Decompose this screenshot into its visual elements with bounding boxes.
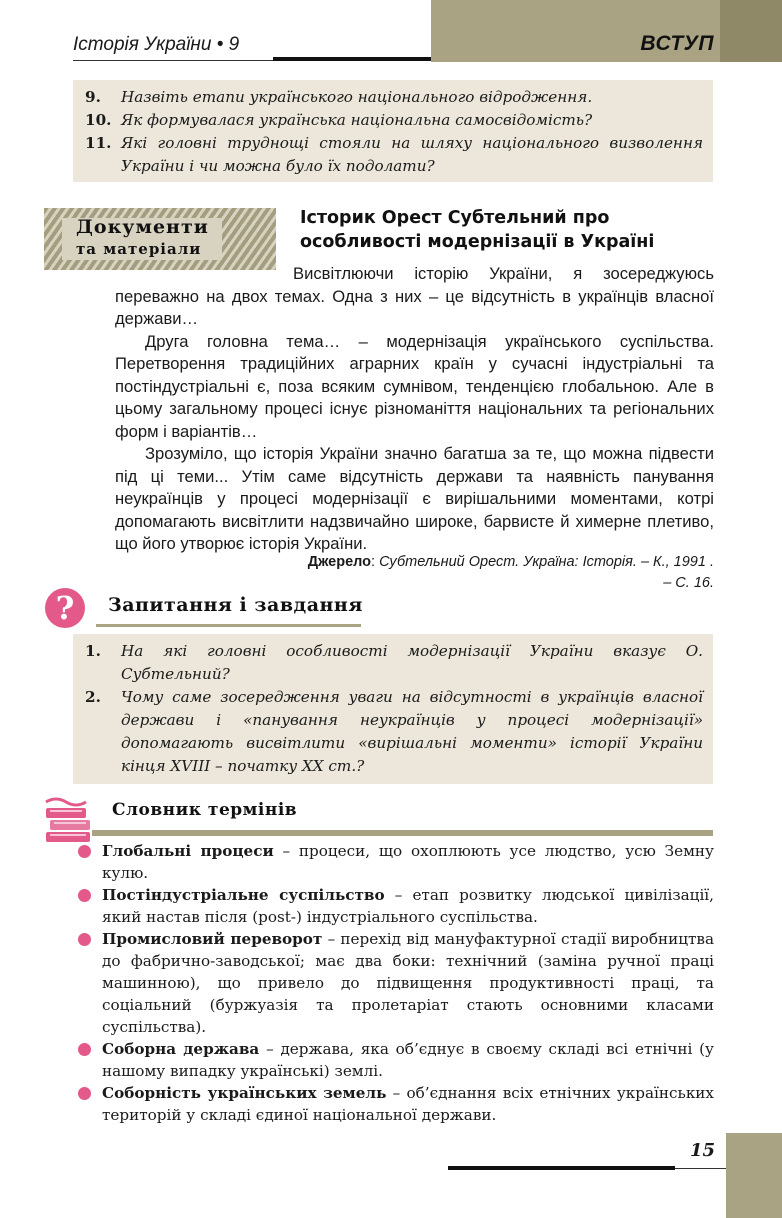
header-rule-thick [273, 57, 431, 61]
glossary-term: Постіндустріальне суспільство [102, 886, 385, 904]
task-number: 1. [85, 642, 101, 660]
section-title: ВСТУП [640, 32, 714, 55]
bullet-icon [78, 1043, 91, 1056]
document-source: Джерело: Субтельний Орест. Україна: Історія. – К., 1991 . – С. 16. [307, 554, 714, 591]
document-paragraph: Друга головна тема… – модернізація українського суспільства. Перетворення традиційних аграрних країн у сучасні індустріальні та постіндустріальні є, поза всяким сумнівом, тенденцією глобальною. Але в цьому загальному процесі існує різноманіття національних та регіональних форм і варіантів… [115, 331, 714, 441]
bullet-icon [78, 933, 91, 946]
source-citation: Субтельний Орест. Україна: Історія. – К., 1991 . – С. 16. [379, 554, 714, 591]
footer-rule [675, 1168, 726, 1169]
glossary-list [78, 840, 714, 1126]
page-tab [726, 1133, 782, 1218]
task-text: Чому саме зосередження уваги на відсутності в українців власної держави і «панування неукраїнців у процесі модернізації» допомагають висвітлити «вирішальні моменти» історії України кінця XVIII – початку XX ст.? [121, 688, 703, 775]
glossary-definition: – етап розвитку людської цивілізації, який настав після (post-) індустріального суспільства. [102, 886, 714, 926]
question-text: Як формувалася українська національна самосвідомість? [121, 111, 593, 129]
header-rule [73, 60, 273, 61]
glossary-term: Глобальні процеси [102, 842, 274, 860]
source-label: Джерело [307, 554, 372, 570]
glossary-heading: Словник термінів [112, 800, 298, 820]
bullet-icon [78, 1087, 91, 1100]
glossary-item [78, 840, 714, 884]
bullet-icon [78, 889, 91, 902]
tasks-box [73, 634, 713, 784]
glossary-term: Соборність українських земель [102, 1084, 387, 1102]
questions-heading-rule [96, 624, 361, 627]
question-item [85, 86, 713, 109]
glossary-definition: – держава, яка об’єднує в своєму складі всі етнічні (у нашому випадку українські) землі. [102, 1040, 714, 1080]
glossary-heading-rule [92, 830, 713, 836]
page-number: 15 [690, 1140, 716, 1161]
bullet-icon [78, 845, 91, 858]
task-item [85, 686, 713, 778]
document-paragraph: Зрозуміло, що історія України значно багатша за те, що можна підвести під ці теми... Утім саме відсутність держави та наявність панування неукраїнців у процесі модернізації є вирішальними моментами, котрі допомагають висвітлити надзвичайно широке, барвисте й химерне плетиво, що його утворює історія України. [115, 444, 714, 553]
question-item [85, 109, 713, 132]
glossary-term: Промисловий переворот [102, 930, 323, 948]
document-text [115, 263, 714, 556]
question-text: Які головні труднощі стояли на шляху національного визволення України і чи можна було їх подолати? [121, 134, 703, 175]
task-text: На які головні особливості модернізації України вказує О. Субтельний? [121, 642, 703, 683]
question-text: Назвіть етапи українського національного відродження. [121, 88, 593, 106]
task-item [85, 640, 713, 686]
question-number: 9. [85, 88, 101, 106]
task-number: 2. [85, 688, 101, 706]
question-number: 10. [85, 111, 112, 129]
documents-banner-line1: Документи [76, 216, 209, 238]
footer-rule-thick [448, 1166, 675, 1170]
document-title: Історик Орест Субтельний про особливості модернізації в Україні [300, 208, 655, 252]
question-number: 11. [85, 134, 112, 152]
document-paragraph: Висвітлюючи історію України, я зосереджуюсь переважно на двох темах. Одна з них – це відсутність в українців власної держави… [115, 264, 714, 328]
glossary-item [78, 1082, 714, 1126]
glossary-definition: – перехід від мануфактурної стадії виробництва до фабрично-заводської; має два боки: технічний (заміна ручної праці машинною), що привело до підвищення продуктивності праці, та соціальний (буржуазія та пролетаріат стають основними класами суспільства). [102, 930, 714, 1036]
book-title: Історія України • 9 [73, 34, 240, 55]
review-questions-box [73, 80, 713, 182]
glossary-item [78, 928, 714, 1038]
question-mark-icon: ? [45, 588, 85, 628]
glossary-definition: – об’єднання всіх етнічних українських територій у складі єдиної національної держави. [102, 1084, 714, 1124]
glossary-item [78, 884, 714, 928]
documents-banner-line2: та матеріали [76, 240, 202, 258]
glossary-definition: – процеси, що охоплюють усе людство, усю Земну кулю. [102, 842, 714, 882]
glossary-item [78, 1038, 714, 1082]
glossary-term: Соборна держава [102, 1040, 260, 1058]
questions-heading: Запитання і завдання [108, 594, 363, 616]
question-item [85, 132, 713, 178]
header-tab-dark [720, 0, 782, 62]
